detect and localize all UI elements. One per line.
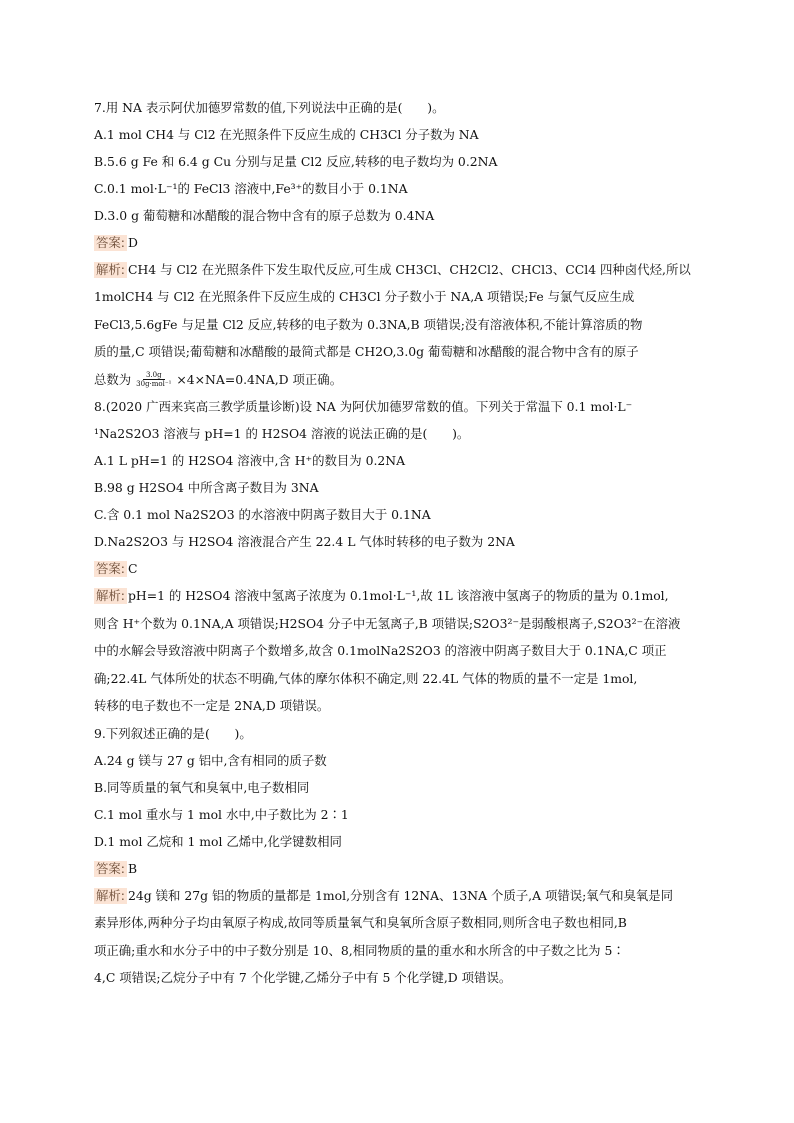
question-7-stem: 7.用 NA 表示阿伏加德罗常数的值,下列说法中正确的是( )。 <box>94 99 445 115</box>
explanation-tag: 解析: <box>96 887 125 903</box>
question-8-explanation-line-3: 中的水解会导致溶液中阴离子个数增多,故含 0.1molNa2S2O3 的溶液中阴离子数目大于 0.1NA,C 项正 <box>94 643 667 659</box>
explanation-suffix: ×4×NA=0.4NA,D 项正确。 <box>176 371 343 387</box>
answer-tag: 答案: <box>96 234 125 250</box>
question-7-explanation-line-4: 质的量,C 项错误;葡萄糖和冰醋酸的最简式都是 CH2O,3.0g 葡萄糖和冰醋酸的混合物中含有的原子 <box>94 344 639 360</box>
question-8-option-b: B.98 g H2SO4 中所含离子数目为 3NA <box>94 480 319 495</box>
question-9-option-c: C.1 mol 重水与 1 mol 水中,中子数比为 2∶1 <box>94 806 349 822</box>
answer-tag: 答案: <box>96 860 125 876</box>
question-9-answer <box>94 855 704 882</box>
question-8-explanation-line-5: 转移的电子数也不一定是 2NA,D 项错误。 <box>94 698 330 714</box>
explanation-prefix: 总数为 <box>94 371 132 387</box>
question-8-option-a: A.1 L pH=1 的 H2SO4 溶液中,含 H⁺的数目为 0.2NA <box>94 453 406 468</box>
question-7-option-b: B.5.6 g Fe 和 6.4 g Cu 分别与足量 Cl2 反应,转移的电子数均为 0.2NA <box>94 153 498 169</box>
answer-tag: 答案: <box>96 561 125 576</box>
question-9-option-a: A.24 g 镁与 27 g 铝中,含有相同的质子数 <box>94 752 327 768</box>
question-9-explanation-line-3: 项正确;重水和水分子中的中子数分别是 10、8,相同物质的量的重水和水所含的中子数之比为 5∶ <box>94 942 625 958</box>
explanation-text: 24g 镁和 27g 铝的物质的量都是 1mol,分别含有 12NA、13NA 个质子,A 项错误;氧气和臭氧是同 <box>127 887 674 903</box>
question-8-stem-line-2: ¹Na2S2O3 溶液与 pH=1 的 H2SO4 溶液的说法正确的是( )。 <box>94 426 470 441</box>
document-page <box>94 94 704 992</box>
question-8-option-d: D.Na2S2O3 与 H2SO4 溶液混合产生 22.4 L 气体时转移的电子数为 2NA <box>94 534 515 549</box>
fraction <box>133 371 174 388</box>
question-9-option-d: D.1 mol 乙烷和 1 mol 乙烯中,化学键数相同 <box>94 833 342 849</box>
question-7-explanation-line-5 <box>94 366 704 394</box>
question-7-option-d: D.3.0 g 葡萄糖和冰醋酸的混合物中含有的原子总数为 0.4NA <box>94 207 435 223</box>
question-8-answer <box>94 556 704 583</box>
question-9-explanation-line-2: 素异形体,两种分子均由氧原子构成,故同等质量氧气和臭氧所含原子数相同,则所含电子数也相同,B <box>94 915 627 931</box>
question-7 <box>94 94 704 394</box>
question-7-explanation-line-1 <box>94 256 704 284</box>
question-9-explanation-line-4: 4,C 项错误;乙烷分子中有 7 个化学键,乙烯分子中有 5 个化学键,D 项错误。 <box>94 970 512 986</box>
question-7-option-a: A.1 mol CH4 与 Cl2 在光照条件下反应生成的 CH3Cl 分子数为 NA <box>94 126 479 142</box>
question-7-option-c: C.0.1 mol·L⁻¹的 FeCl3 溶液中,Fe³⁺的数目小于 0.1NA <box>94 180 408 196</box>
question-9-option-b: B.同等质量的氧气和臭氧中,电子数相同 <box>94 779 310 795</box>
fraction-denominator: 30g·mol⁻¹ <box>136 380 172 389</box>
question-7-explanation-line-2: 1molCH4 与 Cl2 在光照条件下反应生成的 CH3Cl 分子数小于 NA,A 项错误;Fe 与氯气反应生成 <box>94 289 635 305</box>
fraction-numerator: 3.0g <box>143 371 165 380</box>
question-7-explanation-line-3: FeCl3,5.6gFe 与足量 Cl2 反应,转移的电子数为 0.3NA,B 项错误;没有溶液体积,不能计算溶质的物 <box>94 316 643 332</box>
answer-value: B <box>127 860 138 876</box>
question-9-explanation-line-1 <box>94 882 704 910</box>
explanation-text: CH4 与 Cl2 在光照条件下发生取代反应,可生成 CH3Cl、CH2Cl2、CHCl3、CCl4 四种卤代烃,所以 <box>127 261 691 277</box>
question-8 <box>94 394 704 721</box>
question-9-stem: 9.下列叙述正确的是( )。 <box>94 725 252 741</box>
question-7-answer <box>94 229 704 256</box>
question-8-stem-line-1: 8.(2020 广西来宾高三教学质量诊断)设 NA 为阿伏加德罗常数的值。下列关于常温下 0.1 mol·L⁻ <box>94 399 633 414</box>
question-8-explanation-line-2: 则含 H⁺个数为 0.1NA,A 项错误;H2SO4 分子中无氢离子,B 项错误;S2O3²⁻是弱酸根离子,S2O3²⁻在溶液 <box>94 615 681 631</box>
explanation-tag: 解析: <box>96 588 125 604</box>
explanation-tag: 解析: <box>96 261 125 277</box>
question-8-explanation-line-1 <box>94 583 704 611</box>
question-9 <box>94 720 704 992</box>
question-8-option-c: C.含 0.1 mol Na2S2O3 的水溶液中阴离子数目大于 0.1NA <box>94 507 431 522</box>
answer-value: C <box>127 561 138 576</box>
answer-value: D <box>127 234 138 250</box>
explanation-text: pH=1 的 H2SO4 溶液中氢离子浓度为 0.1mol·L⁻¹,故 1L 该溶液中氢离子的物质的量为 0.1mol, <box>127 588 669 604</box>
question-8-explanation-line-4: 确;22.4L 气体所处的状态不明确,气体的摩尔体积不确定,则 22.4L 气体的物质的量不一定是 1mol, <box>94 670 638 686</box>
